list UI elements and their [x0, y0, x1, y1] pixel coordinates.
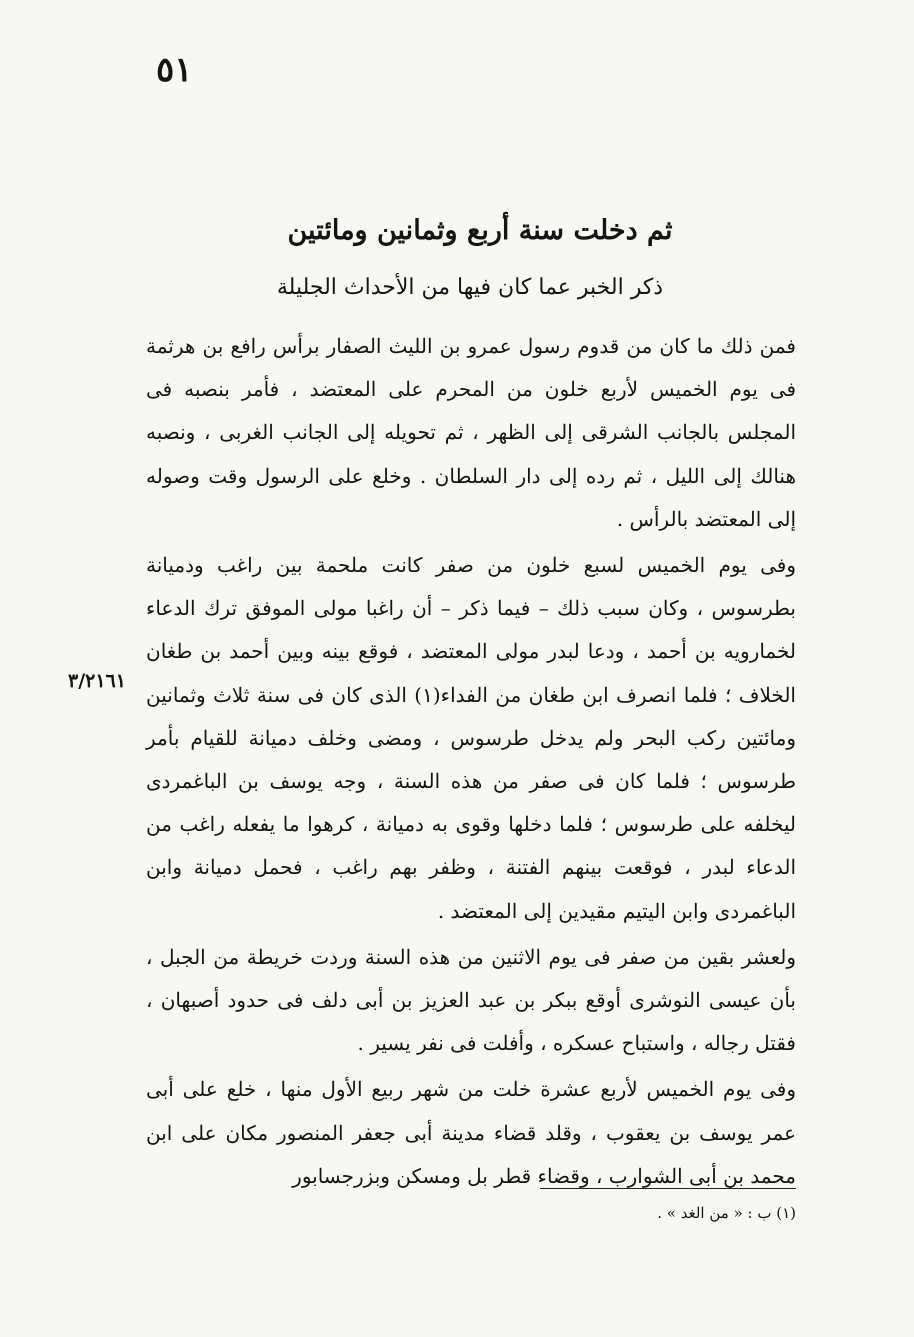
chapter-subtitle: ذكر الخبر عما كان فيها من الأحداث الجليلة [276, 275, 664, 300]
footnote: (١) ب : « من الغد » . [657, 1204, 796, 1222]
paragraph: فمن ذلك ما كان من قدوم رسول عمرو بن الليث الصفار برأس رافع بن هرثمة فى يوم الخميس لأربع خلون من المحرم على المعتضد ، فأمر بنصبه فى المجلس بالجانب الشرقى إلى الظهر ، ثم تحويله إلى الجانب الغربى ، ونصبه هنالك إلى الليل ، ثم رده إلى دار السلطان . وخلع على الرسول وقت وصوله إلى المعتضد بالرأس . [146, 334, 796, 531]
paragraph: ولعشر بقين من صفر فى يوم الاثنين من هذه السنة وردت خريطة من الجبل ، بأن عيسى النوشرى أوقع ببكر بن عبد العزيز بن أبى دلف فى حدود أصبهان ، فقتل رجاله ، واستباح عسكره ، وأفلت فى نفر يسير . [146, 944, 796, 1056]
chapter-title: ثم دخلت سنة أربع وثمانين ومائتين [287, 215, 673, 246]
paragraph: وفى يوم الخميس لأربع عشرة خلت من شهر ربيع الأول منها ، خلع على أبى عمر يوسف بن يعقوب ، وقلد قضاء مدينة أبى جعفر المنصور مكان على ابن محمد بن أبى الشوارب ، وقضاء قطر بل ومسكن وبزرجسابور [146, 1077, 796, 1188]
body-text [146, 325, 796, 1201]
paragraph: وفى يوم الخميس لسبع خلون من صفر كانت ملحمة بين راغب ودميانة بطرسوس ، وكان سبب ذلك – فيما ذكر – أن راغبا مولى الموفق ترك الدعاء لخمارويه بن أحمد ، ودعا لبدر مولى المعتضد ، فوقع بينه وبين أحمد بن طغان الخلاف ؛ فلما انصرف ابن طغان من الفداء(١) الذى كان فى سنة ثلاث وثمانين ومائتين ركب البحر ولم يدخل طرسوس ، ومضى وخلف دميانة للقيام بأمر طرسوس ؛ فلما كان فى صفر من هذه السنة ، وجه يوسف بن الباغمردى ليخلفه على طرسوس ؛ فلما دخلها وقوى به دميانة ، كرهوا ما يفعله راغب من الدعاء لبدر ، فوقعت بينهم الفتنة ، وظفر بهم راغب ، فحمل دميانة وابن الباغمردى وابن اليتيم مقيدين إلى المعتضد . [146, 553, 796, 923]
footnote-divider [540, 1188, 796, 1189]
margin-reference: ٣/٢١٦١ [68, 670, 126, 692]
page-number: ٥١ [156, 50, 193, 90]
